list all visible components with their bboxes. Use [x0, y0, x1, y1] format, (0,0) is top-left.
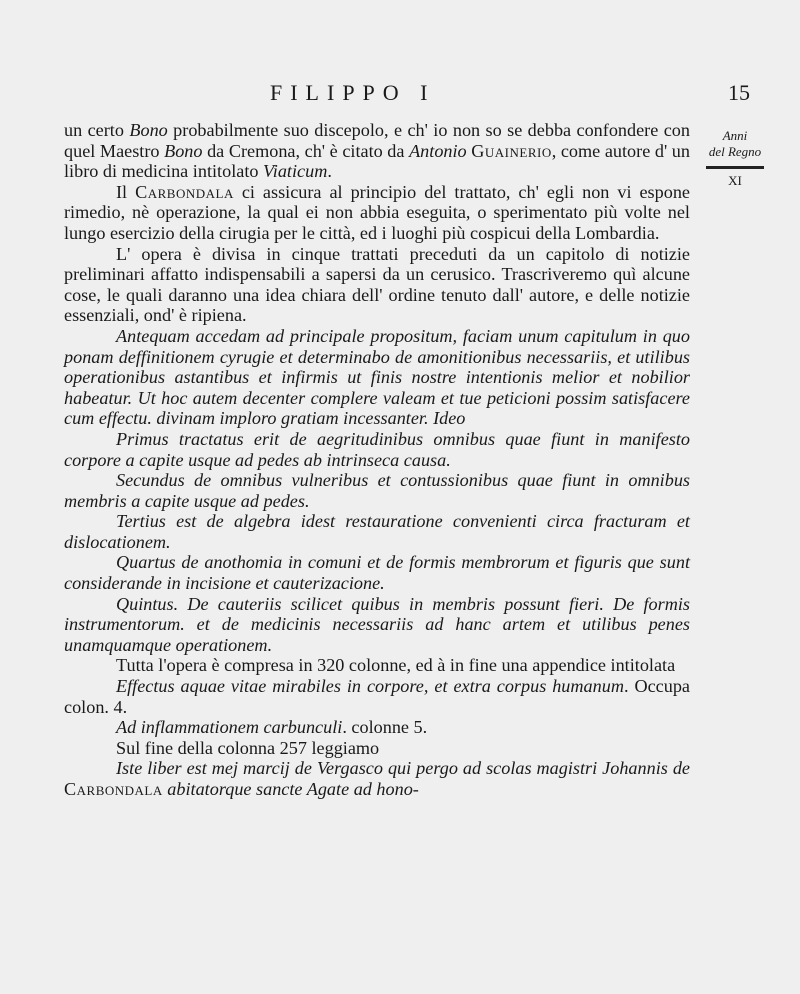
text-segment: Carbondala [64, 779, 163, 799]
latin-quotation [64, 594, 690, 656]
latin-quotation [64, 758, 690, 799]
text-segment: abitatorque sancte Agate ad hono- [162, 779, 419, 799]
body-text [64, 120, 690, 800]
text-segment: Bono [164, 140, 203, 161]
text-segment: Quartus de anothomia in comuni et de formis membrorum et figuris que sunt considerande in incisione et cauterizacione. [64, 552, 690, 594]
page-header [270, 80, 750, 110]
text-segment: . Occupa colon. 4. [64, 676, 690, 717]
text-segment: . [327, 161, 332, 182]
text-segment: L' opera è divisa in cinque trattati preceduti da un capitolo di notizie preliminari affatto indispensabili a sapersi da un cerusico. Trascriveremo quì alcune cose, le quali daranno una idea chiara dell' ordine tenuto dall' autore, e delle notizie essenziali, ond' è ripiena. [64, 243, 690, 326]
text-segment: , come autore d' un libro di medicina intitolato [64, 140, 690, 182]
paragraph [64, 655, 690, 676]
latin-quotation [64, 429, 690, 470]
latin-quotation [64, 326, 690, 429]
margin-note-label-2: del Regno [708, 144, 762, 159]
text-segment: ci assicura al principio del trattato, ch' egli non vi espone rimedio, nè operazione, la qual ei non abbia eseguita, o sperimentato più volte nel lungo esercizio della cirugia per le città, ed i luoghi più cospicui della Lombardia. [64, 181, 690, 243]
paragraph [64, 120, 690, 182]
text-segment: Il [116, 181, 136, 202]
latin-quotation [64, 511, 690, 552]
text-segment: Quintus. De cauteriis scilicet quibus in membris possunt fieri. De formis instrumentorum. et de medicinis necessariis ad hanc artem et utilibus penes unamquamque operationem. [64, 593, 690, 655]
running-title: FILIPPO I [270, 80, 436, 105]
text-segment: Carbondala [135, 181, 234, 202]
text-segment: . colonne 5. [342, 717, 428, 738]
text-segment: Tutta l'opera è compresa in 320 colonne, ed à in fine una appendice intitolata [116, 655, 676, 676]
text-segment: Primus tractatus erit de aegritudinibus omnibus quae fiunt in manifesto corpore a capite usque ad pedes ab intrinseca causa. [64, 428, 690, 470]
margin-rule [706, 166, 764, 169]
text-segment: Antequam accedam ad principale propositum, faciam unum capitulum in quo ponam deffinitionem cyrugie et determinabo de amonitionibus necessariis, et utilibus operationibus astantibus et infirmis ut finis nostre intentionis melior et nobilior habeatur. Ut hoc autem decenter complere valeam et tue peticioni possim satisfacere cum effectu. divinam imploro gratiam incessanter. Ideo [64, 325, 690, 429]
text-segment: Bono [129, 120, 168, 140]
regnal-year: XI [728, 173, 742, 188]
paragraph [64, 717, 690, 738]
margin-note [700, 128, 770, 189]
text-segment: da Cremona, ch' è citato da [202, 140, 410, 161]
paragraph [64, 738, 690, 759]
text-segment: Sul fine della colonna 257 leggiamo [116, 737, 380, 758]
text-segment: probabilmente suo discepolo, e ch' io non so se debba confondere con quel Maestro [64, 120, 690, 161]
paragraph [64, 676, 690, 717]
latin-quotation [64, 552, 690, 593]
page-number: 15 [728, 80, 750, 105]
text-segment: Antonio [409, 140, 467, 161]
text-segment: Effectus aquae vitae mirabiles in corpore, et extra corpus humanum [116, 676, 624, 697]
text-segment: Tertius est de algebra idest restauratione convenienti circa fracturam et dislocationem. [64, 511, 690, 552]
paragraph [64, 244, 690, 326]
latin-quotation [64, 470, 690, 511]
text-segment: Iste liber est mej marcij de Vergasco qui pergo ad scolas magistri Johannis de [116, 758, 690, 779]
margin-note-label: Anni [722, 128, 748, 143]
text-segment: Secundus de omnibus vulneribus et contussionibus quae fiunt in omnibus membris a capite usque ad pedes. [64, 470, 690, 511]
text-segment: Ad inflammationem carbunculi [116, 717, 343, 738]
text-segment: un certo [64, 120, 130, 140]
text-segment: Guainerio [471, 140, 552, 161]
text-segment: Viaticum [263, 161, 328, 182]
paragraph [64, 182, 690, 244]
